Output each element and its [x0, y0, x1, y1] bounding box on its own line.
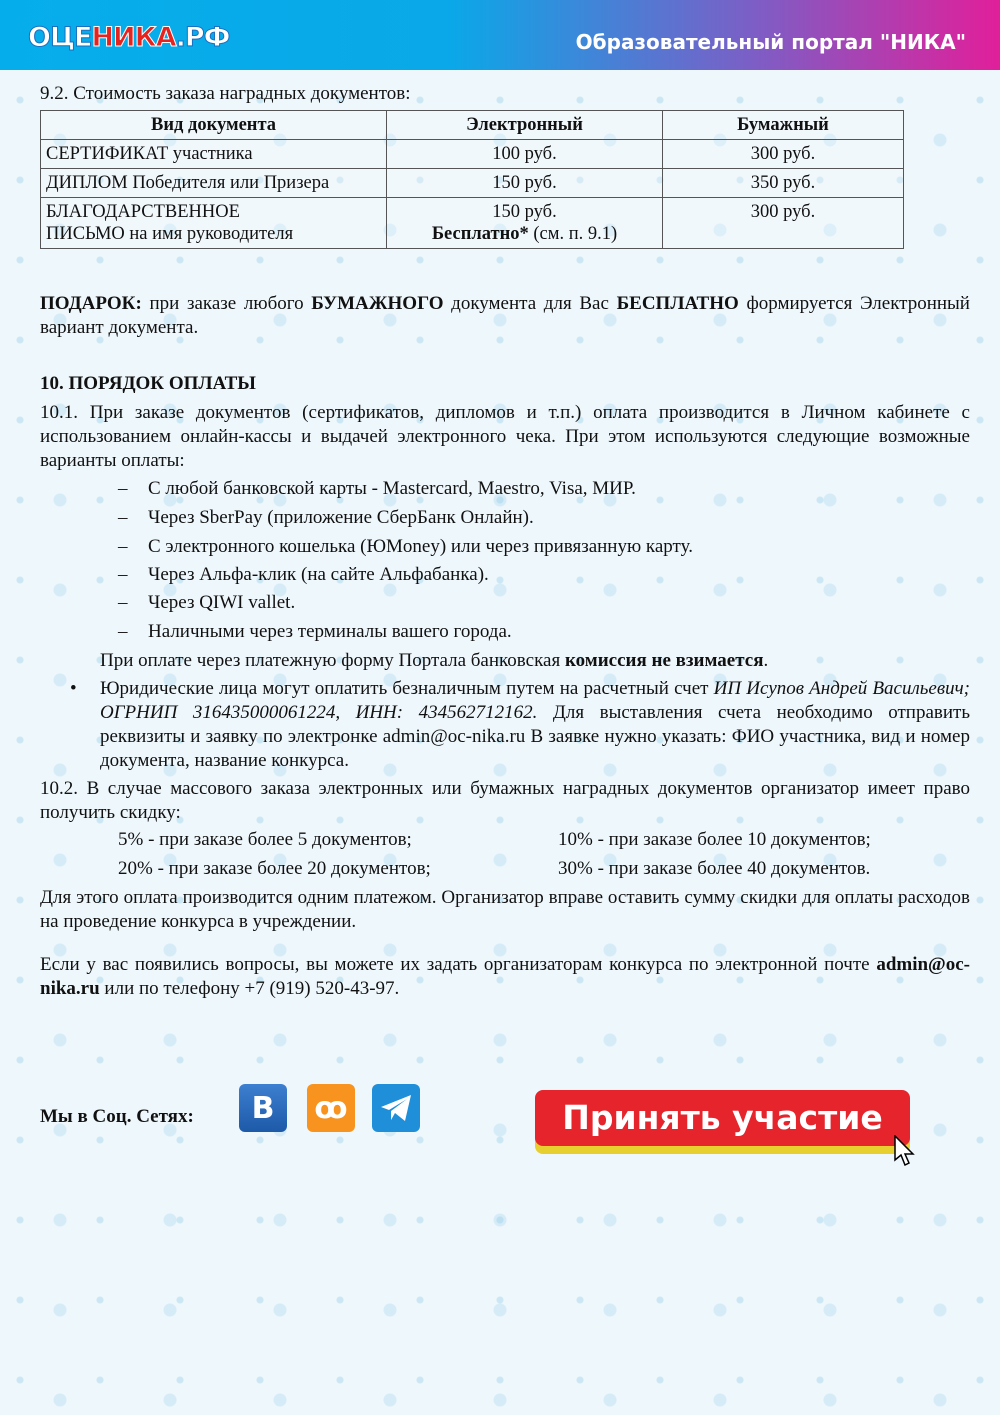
cell: СЕРТИФИКАТ участника: [41, 140, 387, 169]
paragraph-10-2: 10.2. В случае массового заказа электронных или бумажных наградных документов организатор имеет право получить скидку:: [40, 778, 970, 823]
gift-text: документа для Вас: [443, 293, 617, 314]
cell: 350 руб.: [663, 169, 904, 198]
cell-line: 150 руб.: [492, 202, 557, 222]
option-text: Через QIWI vallet.: [148, 592, 296, 613]
cell: 150 руб.: [387, 169, 663, 198]
discount-item: 10% - при заказе более 10 документов;: [558, 829, 871, 850]
telegram-icon[interactable]: [372, 1084, 420, 1132]
table-row: [41, 198, 904, 249]
discount-item: 30% - при заказе более 40 документов.: [558, 858, 871, 879]
gift-text: формируется Электронный вариант документа.: [40, 293, 970, 338]
portal-title: Образовательный портал "НИКА": [575, 30, 966, 54]
section-title: 9.2. Стоимость заказа наградных документов:: [40, 83, 411, 104]
cell-line: [392, 223, 657, 245]
commission-bold: комиссия не взимается: [564, 650, 764, 671]
contact-text: Если у вас появились вопросы, вы можете их задать организаторам конкурса по электронной почте: [40, 954, 877, 975]
logo-part: .РФ: [175, 22, 230, 53]
cell: 300 руб.: [663, 140, 904, 169]
table-header-row: [41, 111, 904, 140]
dash: –: [118, 621, 128, 642]
option-text: С электронного кошелька (ЮMoney) или через привязанную карту.: [148, 536, 693, 557]
header-banner: [0, 0, 1000, 70]
column-header: Вид документа: [41, 111, 387, 140]
cell: [41, 198, 387, 249]
paragraph-10-1: 10.1. При заказе документов (сертификатов, дипломов и т.п.) оплата производится в Личном кабинете с использованием онлайн-кассы и выдачей электронного чека. При этом используются следующие возможные варианты оплаты:: [40, 402, 970, 471]
section-heading: 10. ПОРЯДОК ОПЛАТЫ: [40, 373, 256, 394]
legal-text: Для выставления счета необходимо отправить реквизиты и заявку по электронке admin@oc-nika.ru В заявке нужно указать: ФИО участника, вид и номер документа, название конкурса.: [100, 702, 970, 771]
dash: –: [118, 478, 128, 499]
cell-line: ПИСЬМО на имя руководителя: [46, 224, 294, 244]
dash: –: [118, 564, 128, 585]
cell: 300 руб.: [663, 198, 904, 249]
option-text: Наличными через терминалы вашего города.: [148, 621, 512, 642]
commission-text: При оплате через платежную форму Портала банковская: [100, 650, 565, 671]
option-text: Через SberPay (приложение СберБанк Онлайн).: [148, 507, 534, 528]
gift-bold: БУМАЖНОГО: [311, 293, 444, 314]
dash: –: [118, 536, 128, 557]
gift-bold: БЕСПЛАТНО: [616, 293, 739, 314]
dash: –: [118, 507, 128, 528]
price-table: [40, 110, 904, 249]
note: (см. п. 9.1): [528, 224, 618, 244]
dash: –: [118, 592, 128, 613]
cursor-icon: [893, 1135, 915, 1167]
table-row: [41, 169, 904, 198]
contact-phone: или по телефону +7 (919) 520-43-97.: [99, 978, 400, 999]
cell: [387, 198, 663, 249]
odnoklassniki-icon[interactable]: ꝏ: [307, 1084, 355, 1132]
legal-requisites: ИП Исупов Андрей Васильевич; ОГРНИП 316435000061224, ИНН: 434562712162.: [100, 678, 970, 723]
commission-note: При оплате через платежную форму Портала банковская комиссия не взимается.: [100, 650, 769, 671]
cell: 100 руб.: [387, 140, 663, 169]
discount-item: 5% - при заказе более 5 документов;: [118, 829, 412, 850]
logo-part: ОЦЕ: [28, 22, 92, 53]
participate-button[interactable]: Принять участие: [535, 1090, 910, 1146]
site-logo[interactable]: [28, 22, 229, 53]
legal-entities-paragraph: [100, 677, 970, 773]
gift-bold: ПОДАРОК:: [40, 293, 142, 314]
free-label: Бесплатно*: [431, 224, 529, 244]
option-text: Через Альфа-клик (на сайте Альфабанка).: [148, 564, 489, 585]
gift-paragraph: [40, 292, 970, 340]
cell: ДИПЛОМ Победителя или Призера: [41, 169, 387, 198]
logo-part: НИКА: [91, 22, 176, 53]
social-label: Мы в Соц. Сетях:: [40, 1106, 194, 1127]
contact-email[interactable]: admin@oc-nika.ru: [40, 954, 970, 999]
table-row: [41, 140, 904, 169]
vk-icon[interactable]: B: [239, 1084, 287, 1132]
column-header: Бумажный: [663, 111, 904, 140]
gift-text: при заказе любого: [141, 293, 312, 314]
legal-text: Юридические лица могут оплатить безналичным путем на расчетный счет: [100, 678, 714, 699]
discount-item: 20% - при заказе более 20 документов;: [118, 858, 431, 879]
contact-paragraph: [40, 953, 970, 1001]
bullet-icon: •: [70, 678, 77, 699]
column-header: Электронный: [387, 111, 663, 140]
option-text: С любой банковской карты - Mastercard, Maestro, Visa, МИР.: [148, 478, 636, 499]
discount-note: Для этого оплата производится одним платежом. Организатор вправе оставить сумму скидки для оплаты расходов на проведение конкурса в учреждении.: [40, 887, 970, 932]
cell-line: БЛАГОДАРСТВЕННОЕ: [46, 202, 240, 222]
